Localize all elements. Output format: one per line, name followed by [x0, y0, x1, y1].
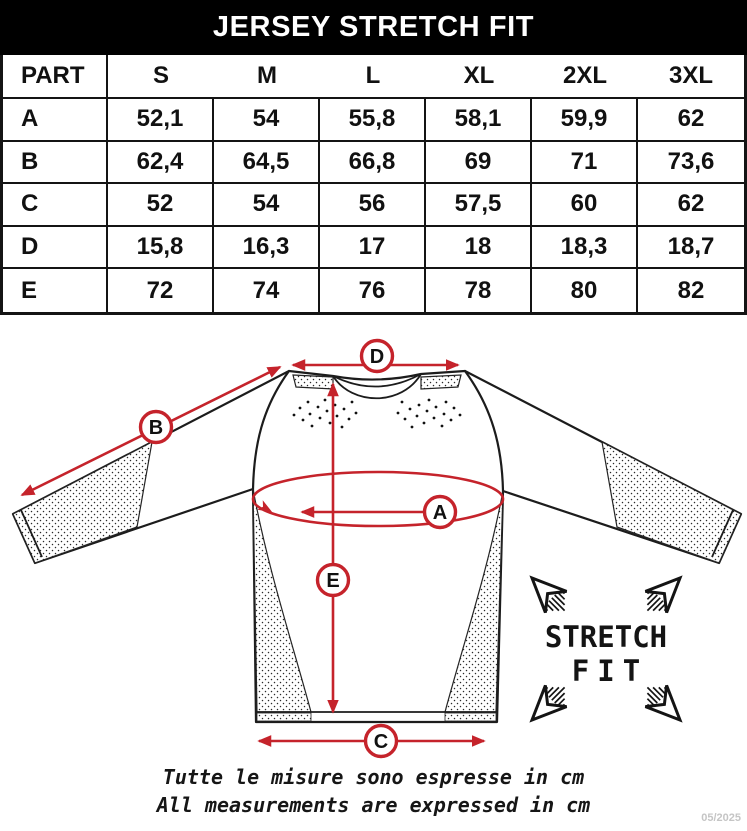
- title-bar: [0, 0, 747, 55]
- value-cell: 71: [532, 142, 638, 185]
- value-cell: 73,6: [638, 142, 744, 185]
- marker-c-label: C: [373, 731, 389, 753]
- right-collar-mesh: [421, 375, 461, 389]
- size-column-header: M: [214, 55, 320, 99]
- part-cell: B: [3, 142, 108, 185]
- value-cell: 16,3: [214, 227, 320, 270]
- value-cell: 64,5: [214, 142, 320, 185]
- value-cell: 74: [214, 269, 320, 312]
- value-cell: 15,8: [108, 227, 214, 270]
- marker-d-label: D: [369, 346, 385, 368]
- size-table: [0, 55, 747, 315]
- value-cell: 52,1: [108, 99, 214, 142]
- value-cell: 60: [532, 184, 638, 227]
- value-cell: 56: [320, 184, 426, 227]
- part-cell: D: [3, 227, 108, 270]
- value-cell: 59,9: [532, 99, 638, 142]
- logo-text-line2: FIT: [571, 654, 649, 688]
- footnote-english: All measurements are expressed in cm: [156, 793, 591, 817]
- value-cell: 66,8: [320, 142, 426, 185]
- jersey-measurement-diagram: [0, 315, 747, 831]
- value-cell: 69: [426, 142, 532, 185]
- value-cell: 76: [320, 269, 426, 312]
- value-cell: 17: [320, 227, 426, 270]
- value-cell: 55,8: [320, 99, 426, 142]
- value-cell: 52: [108, 184, 214, 227]
- size-column-header: L: [320, 55, 426, 99]
- footnote-italian: Tutte le misure sono espresse in cm: [162, 765, 585, 789]
- value-cell: 18: [426, 227, 532, 270]
- version-stamp: 05/2025: [701, 812, 741, 824]
- jersey-body: [253, 371, 503, 722]
- value-cell: 62: [638, 99, 744, 142]
- size-column-header: S: [108, 55, 214, 99]
- marker-a-label: A: [432, 502, 448, 524]
- part-cell: E: [3, 269, 108, 312]
- value-cell: 72: [108, 269, 214, 312]
- value-cell: 78: [426, 269, 532, 312]
- size-column-header: 2XL: [532, 55, 638, 99]
- value-cell: 54: [214, 184, 320, 227]
- right-hem-mesh: [445, 713, 496, 721]
- left-collar-mesh: [293, 375, 333, 389]
- value-cell: 18,7: [638, 227, 744, 270]
- size-column-header: 3XL: [638, 55, 744, 99]
- value-cell: 62,4: [108, 142, 214, 185]
- value-cell: 58,1: [426, 99, 532, 142]
- value-cell: 54: [214, 99, 320, 142]
- value-cell: 82: [677, 276, 705, 304]
- value-cell: 57,5: [426, 184, 532, 227]
- part-cell: A: [3, 99, 108, 142]
- left-hem-mesh: [257, 713, 311, 721]
- value-cell: 62: [638, 184, 744, 227]
- marker-e-label: E: [326, 570, 340, 592]
- size-column-header: XL: [426, 55, 532, 99]
- marker-b-label: B: [148, 417, 164, 439]
- value-cell: 18,3: [532, 227, 638, 270]
- logo-text-line1: STRETCH: [544, 620, 668, 654]
- part-column-header: PART: [3, 55, 108, 99]
- part-cell: C: [3, 184, 108, 227]
- value-cell: 80: [532, 269, 638, 312]
- stretch-fit-logo: [532, 578, 680, 720]
- page-title: JERSEY STRETCH FIT: [212, 11, 535, 43]
